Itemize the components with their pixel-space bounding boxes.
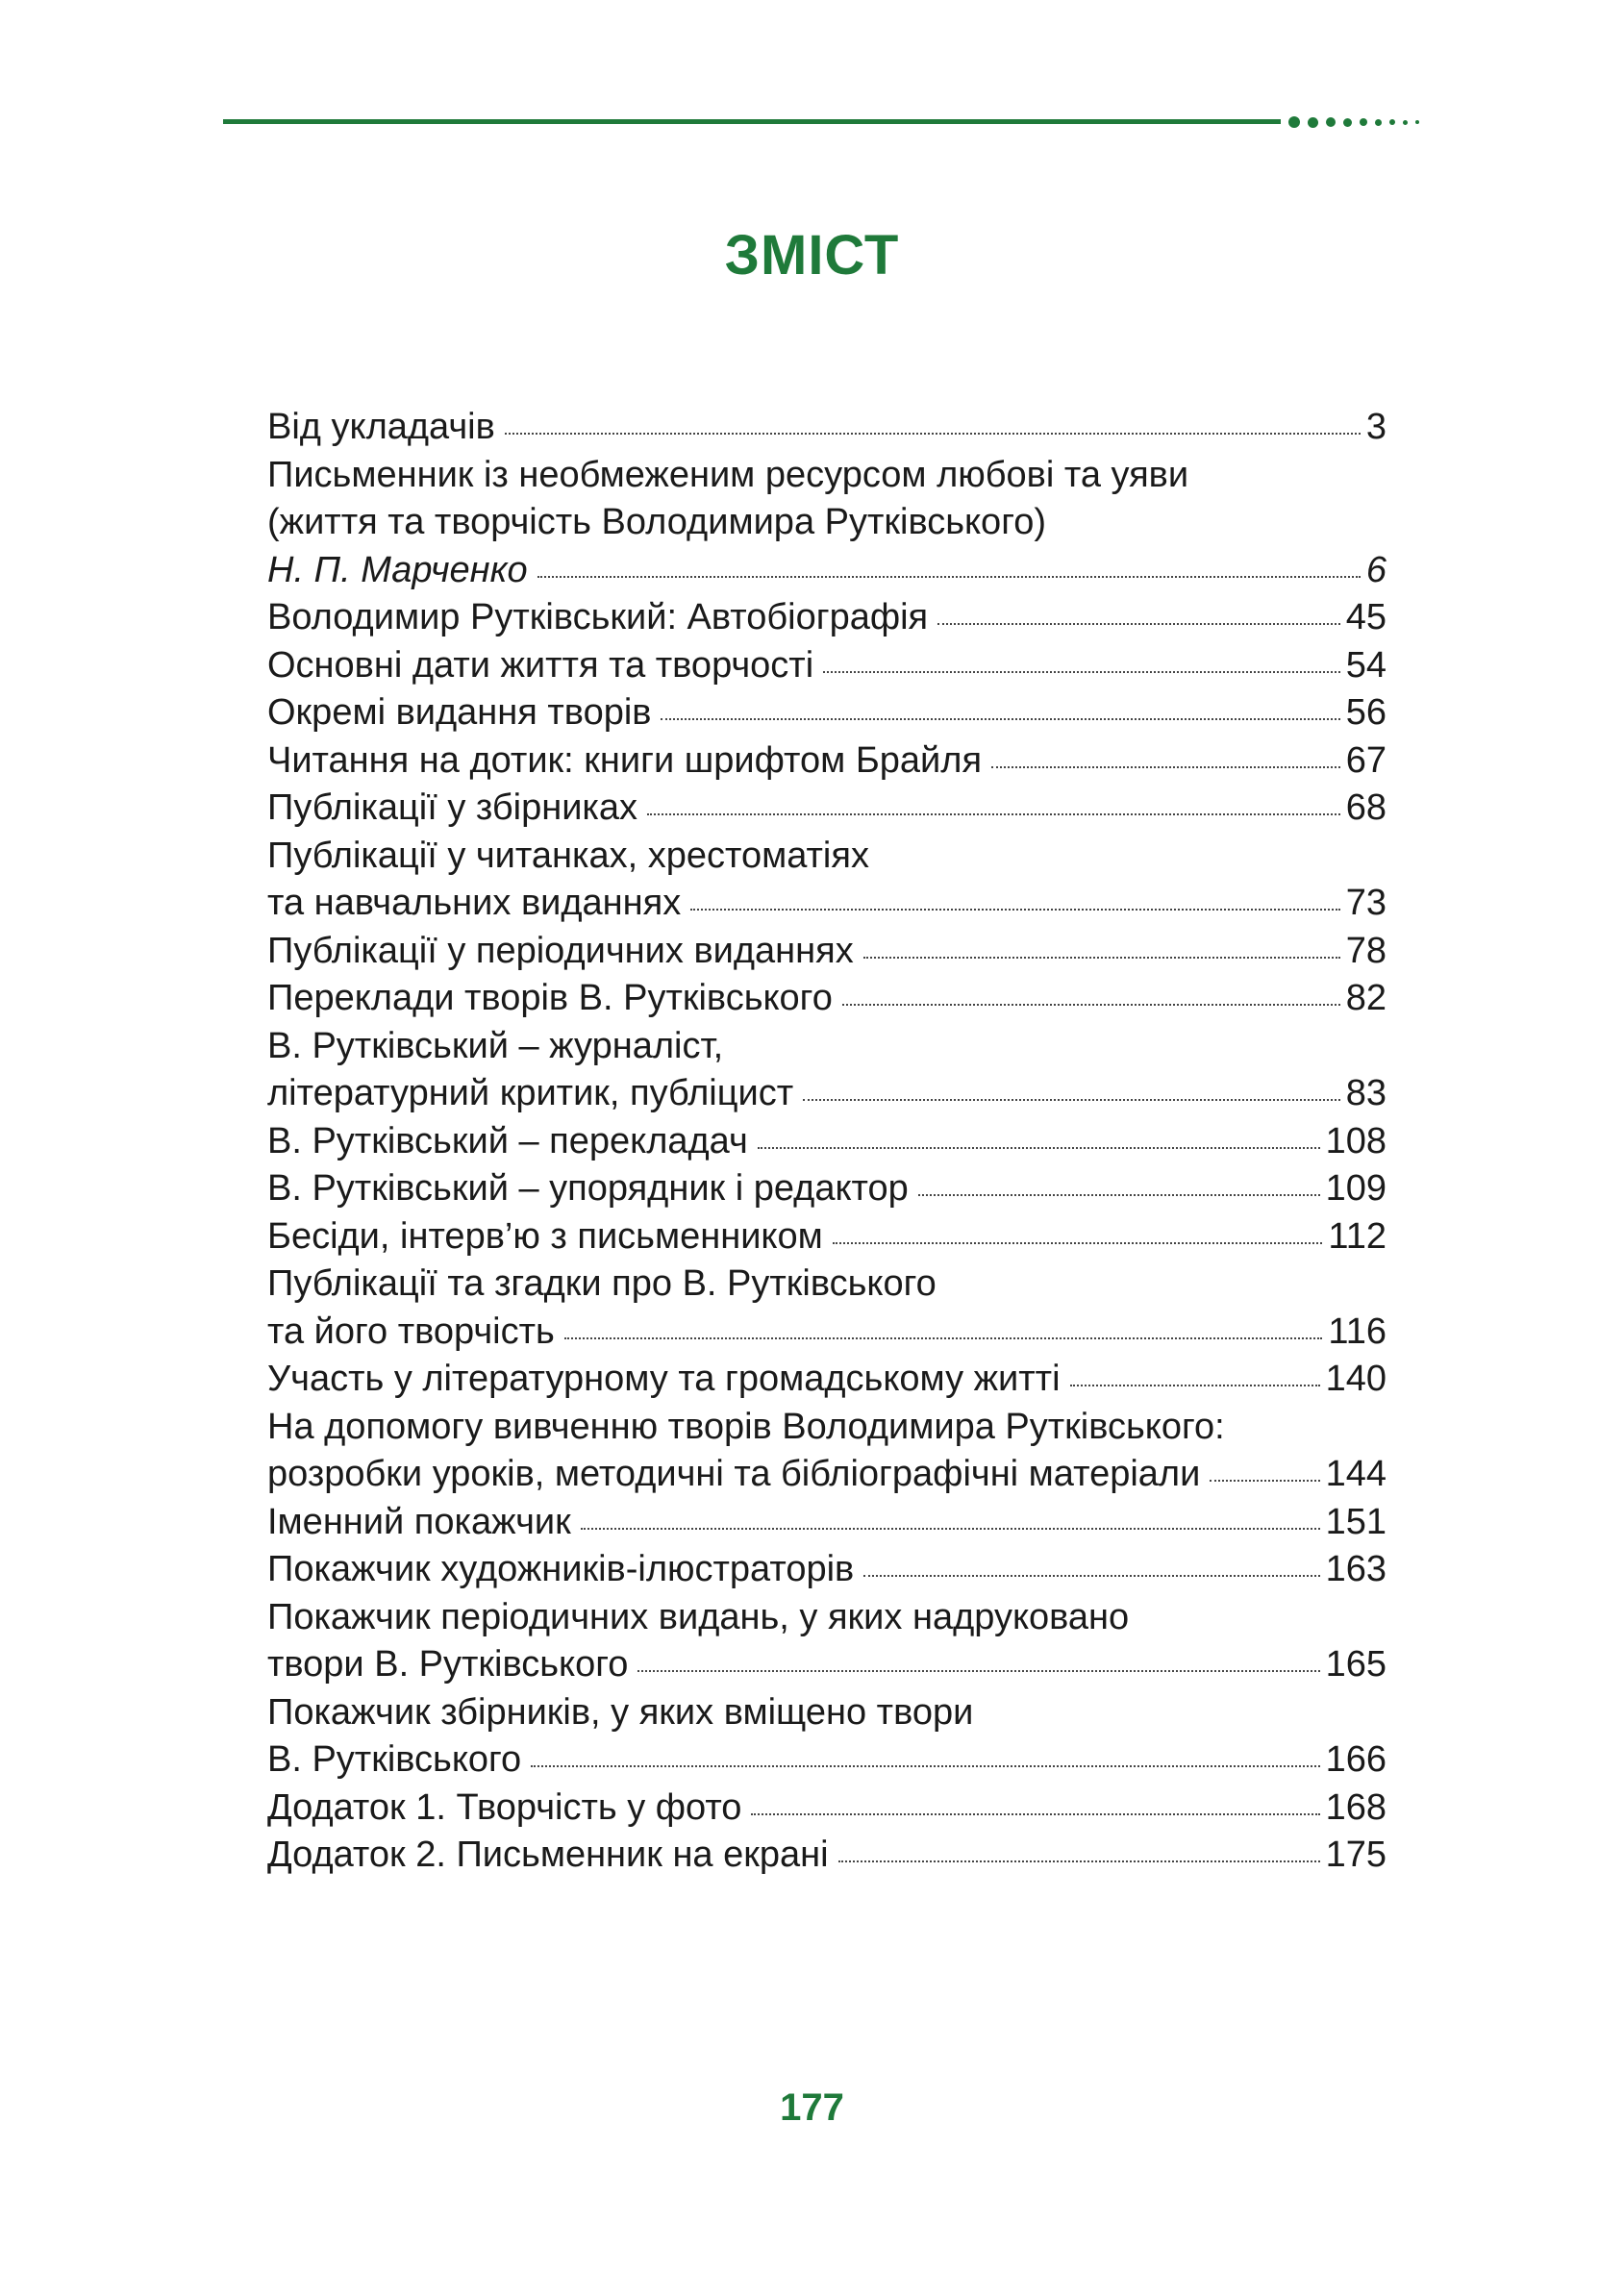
toc-entry-title: Участь у літературному та громадському житті — [267, 1359, 1061, 1399]
toc-page-number: 83 — [1345, 1073, 1387, 1113]
toc-line — [267, 404, 1387, 452]
toc-dot-leader — [918, 1194, 1320, 1196]
toc-line — [267, 689, 1387, 737]
toc-dot-leader — [751, 1813, 1319, 1815]
toc-dot-leader — [537, 576, 1361, 578]
toc-line — [267, 975, 1387, 1023]
toc-entry-title: літературний критик, публіцист — [267, 1073, 794, 1113]
toc-dot-leader — [1070, 1385, 1320, 1386]
toc-line — [267, 1070, 1387, 1118]
toc-line — [267, 1213, 1387, 1261]
toc-entry-title: Основні дати життя та творчості — [267, 644, 814, 686]
toc-dot-leader — [505, 433, 1361, 435]
toc-dot-leader — [863, 1575, 1319, 1577]
toc-entry-title: Покажчик збірників, у яких вміщено твори — [267, 1691, 974, 1733]
toc-dot-leader — [842, 1004, 1340, 1006]
toc-entry[interactable] — [267, 1546, 1387, 1594]
toc-entry-title: Н. П. Марченко — [267, 549, 528, 590]
toc-page-number: 56 — [1345, 692, 1387, 733]
toc-line — [267, 1404, 1387, 1452]
toc-line — [267, 1118, 1387, 1166]
page-title: ЗМІСТ — [724, 224, 900, 287]
toc-dot-leader — [581, 1528, 1320, 1530]
toc-dot-leader — [758, 1147, 1320, 1149]
top-decorative-rule — [223, 119, 1281, 124]
toc-line — [267, 1309, 1387, 1357]
toc-entry-title: Додаток 1. Творчість у фото — [267, 1786, 742, 1828]
toc-entry-title: Покажчик періодичних видань, у яких надруковано — [267, 1596, 1130, 1637]
toc-line — [267, 642, 1387, 690]
toc-entry-title: Від укладачів — [267, 407, 495, 447]
toc-entry-title: Володимир Рутківський: Автобіографія — [267, 597, 929, 637]
toc-dot-leader — [838, 1860, 1320, 1862]
toc-entry-title: В. Рутківського — [267, 1739, 522, 1780]
toc-page-number: 67 — [1345, 739, 1387, 781]
toc-entry[interactable] — [267, 1165, 1387, 1213]
toc-entry[interactable] — [267, 737, 1387, 786]
toc-entry-title: Публікації у читанках, хрестоматіях — [267, 835, 869, 876]
toc-page-number: 108 — [1325, 1120, 1387, 1161]
toc-line — [267, 594, 1387, 642]
toc-page-number: 73 — [1345, 883, 1387, 923]
toc-dot-leader — [823, 671, 1340, 673]
toc-page-number: 144 — [1325, 1454, 1387, 1494]
toc-entry-title: та навчальних виданнях — [267, 883, 682, 923]
toc-page-number: 163 — [1325, 1549, 1387, 1589]
toc-page-number: 168 — [1325, 1786, 1387, 1828]
toc-page-number: 166 — [1325, 1739, 1387, 1780]
top-decorative-dots — [1288, 115, 1427, 129]
toc-line — [267, 1261, 1387, 1309]
toc-entry[interactable] — [267, 1356, 1387, 1404]
toc-line — [267, 1356, 1387, 1404]
toc-page-number: 54 — [1345, 644, 1387, 686]
toc-page-number: 45 — [1345, 597, 1387, 637]
toc-page-number: 68 — [1345, 787, 1387, 828]
toc-entry-title: Читання на дотик: книги шрифтом Брайля — [267, 739, 983, 781]
toc-dot-leader — [531, 1765, 1319, 1767]
toc-entry[interactable] — [267, 1499, 1387, 1547]
toc-line — [267, 1451, 1387, 1499]
toc-dot-leader — [637, 1670, 1319, 1672]
toc-page-number: 112 — [1328, 1215, 1387, 1257]
toc-page-number: 116 — [1328, 1311, 1387, 1352]
toc-dot-leader — [937, 623, 1340, 625]
toc-entry[interactable] — [267, 1261, 1387, 1356]
toc-entry-title: Публікації у збірниках — [267, 787, 638, 828]
toc-entry[interactable] — [267, 1832, 1387, 1880]
toc-entry[interactable] — [267, 833, 1387, 928]
toc-entry[interactable] — [267, 785, 1387, 833]
toc-line — [267, 1165, 1387, 1213]
toc-dot-leader — [863, 957, 1340, 959]
table-of-contents — [267, 404, 1387, 1880]
toc-page-number: 165 — [1325, 1644, 1387, 1685]
toc-page-number: 175 — [1325, 1835, 1387, 1875]
toc-line — [267, 1641, 1387, 1689]
toc-entry-title: Додаток 2. Письменник на екрані — [267, 1835, 829, 1875]
toc-entry-title: (життя та творчість Володимира Рутківського) — [267, 502, 1047, 542]
toc-line — [267, 1594, 1387, 1642]
toc-dot-leader — [661, 718, 1339, 720]
toc-page-number: 82 — [1345, 978, 1387, 1018]
toc-entry[interactable] — [267, 928, 1387, 976]
toc-line — [267, 928, 1387, 976]
toc-entry[interactable] — [267, 1213, 1387, 1261]
toc-entry[interactable] — [267, 1785, 1387, 1833]
toc-entry[interactable] — [267, 975, 1387, 1023]
toc-entry[interactable] — [267, 642, 1387, 690]
toc-line — [267, 1736, 1387, 1785]
toc-dot-leader — [690, 909, 1340, 911]
toc-line — [267, 1546, 1387, 1594]
toc-entry[interactable] — [267, 1404, 1387, 1499]
toc-entry-title: Публікації у періодичних виданнях — [267, 930, 854, 971]
toc-line — [267, 1023, 1387, 1071]
toc-line — [267, 1689, 1387, 1737]
toc-entry-title: твори В. Рутківського — [267, 1644, 629, 1685]
toc-entry-title: Окремі видання творів — [267, 692, 652, 733]
toc-page-number: 151 — [1325, 1501, 1387, 1542]
toc-entry-title: В. Рутківський – перекладач — [267, 1120, 748, 1161]
toc-entry-title: На допомогу вивченню творів Володимира Рутківського: — [267, 1406, 1225, 1447]
toc-entry[interactable] — [267, 594, 1387, 642]
toc-entry[interactable] — [267, 689, 1387, 737]
toc-line — [267, 452, 1387, 500]
toc-line — [267, 785, 1387, 833]
toc-entry[interactable] — [267, 404, 1387, 452]
toc-entry-title: В. Рутківський – журналіст, — [267, 1025, 724, 1066]
toc-entry-title: Письменник із необмеженим ресурсом любові та уяви — [267, 454, 1189, 495]
toc-entry[interactable] — [267, 1118, 1387, 1166]
toc-entry-title: Бесіди, інтерв’ю з письменником — [267, 1215, 823, 1257]
toc-line — [267, 499, 1387, 547]
toc-page-number: 3 — [1365, 407, 1387, 447]
toc-entry-title: В. Рутківський – упорядник і редактор — [267, 1168, 909, 1209]
toc-line — [267, 1785, 1387, 1833]
toc-dot-leader — [1210, 1480, 1319, 1482]
toc-dot-leader — [991, 766, 1340, 768]
toc-entry[interactable] — [267, 1689, 1387, 1785]
page-number: 177 — [780, 2086, 844, 2129]
toc-entry-title: Іменний покажчик — [267, 1501, 571, 1542]
toc-dot-leader — [803, 1099, 1340, 1101]
toc-dot-leader — [833, 1242, 1323, 1244]
toc-entry[interactable] — [267, 1023, 1387, 1118]
toc-line — [267, 833, 1387, 881]
toc-line — [267, 1499, 1387, 1547]
toc-line — [267, 880, 1387, 928]
toc-entry-title: розробки уроків, методичні та бібліографічні матеріали — [267, 1454, 1201, 1494]
toc-page-number: 140 — [1325, 1359, 1387, 1399]
toc-entry[interactable] — [267, 547, 1387, 595]
toc-dot-leader — [647, 813, 1340, 815]
toc-page-number: 109 — [1325, 1168, 1387, 1209]
toc-entry-title: та його творчість — [267, 1311, 555, 1352]
toc-page-number: 6 — [1365, 549, 1387, 590]
toc-entry[interactable] — [267, 1594, 1387, 1689]
toc-entry-title: Покажчик художників-ілюстраторів — [267, 1549, 855, 1589]
toc-line — [267, 1832, 1387, 1880]
toc-entry-title: Переклади творів В. Рутківського — [267, 978, 833, 1018]
toc-entry-title: Публікації та згадки про В. Рутківського — [267, 1263, 937, 1304]
toc-entry[interactable] — [267, 452, 1387, 547]
toc-dot-leader — [564, 1337, 1323, 1339]
toc-line — [267, 547, 1387, 595]
toc-line — [267, 737, 1387, 786]
toc-page-number: 78 — [1345, 930, 1387, 971]
